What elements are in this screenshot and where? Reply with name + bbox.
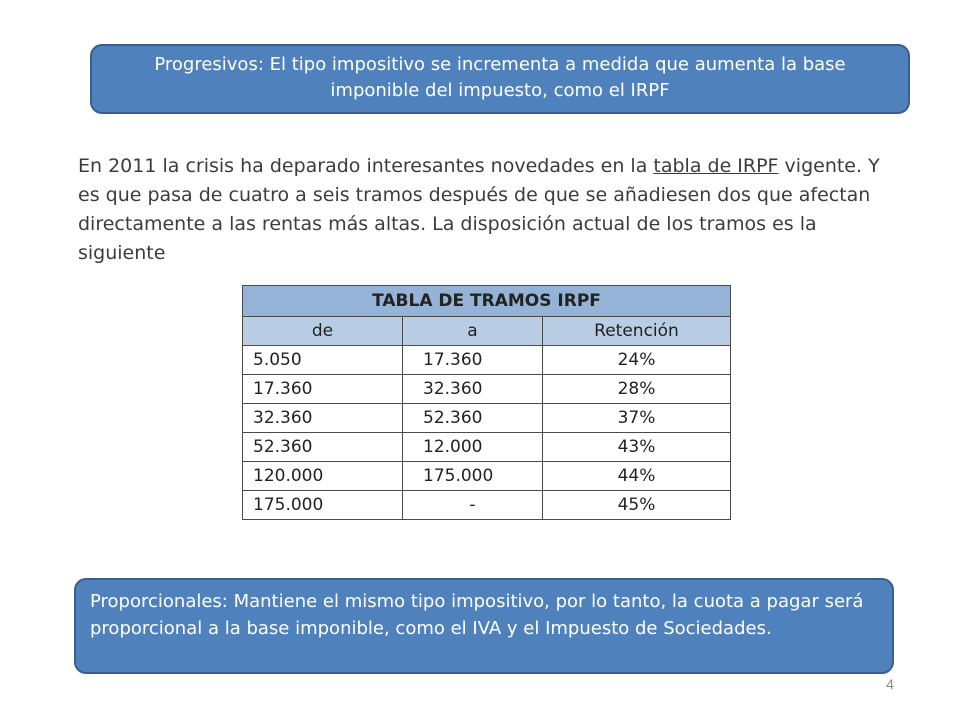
cell-de: 175.000 xyxy=(243,491,403,520)
cell-a: 12.000 xyxy=(403,433,543,462)
cell-de: 52.360 xyxy=(243,433,403,462)
cell-a: - xyxy=(403,491,543,520)
cell-a: 17.360 xyxy=(403,346,543,375)
cell-retencion: 44% xyxy=(543,462,731,491)
cell-de: 5.050 xyxy=(243,346,403,375)
cell-a: 52.360 xyxy=(403,404,543,433)
table-row xyxy=(243,491,731,520)
progresivos-text: Progresivos: El tipo impositivo se incrementa a medida que aumenta la base imponible del impuesto, como el IRPF xyxy=(154,54,846,101)
table-header-row xyxy=(243,317,731,346)
table-row xyxy=(243,462,731,491)
cell-de: 32.360 xyxy=(243,404,403,433)
table-title: TABLA DE TRAMOS IRPF xyxy=(243,286,731,317)
header-de: de xyxy=(243,317,403,346)
table-row xyxy=(243,433,731,462)
cell-retencion: 45% xyxy=(543,491,731,520)
table-title-row xyxy=(243,286,731,317)
cell-retencion: 37% xyxy=(543,404,731,433)
header-retencion: Retención xyxy=(543,317,731,346)
proporcionales-callout xyxy=(74,578,894,674)
table-row xyxy=(243,375,731,404)
cell-retencion: 24% xyxy=(543,346,731,375)
cell-retencion: 28% xyxy=(543,375,731,404)
cell-de: 17.360 xyxy=(243,375,403,404)
cell-a: 175.000 xyxy=(403,462,543,491)
page-number: 4 xyxy=(886,676,894,692)
cell-retencion: 43% xyxy=(543,433,731,462)
irpf-brackets-table xyxy=(242,285,731,520)
table-row xyxy=(243,404,731,433)
intro-text-after: vigente. Y es que pasa de cuatro a seis tramos después de que se añadiesen dos que afectan directamente a las rentas más altas. La disposición actual de los tramos es la siguiente xyxy=(78,155,880,264)
table-row xyxy=(243,346,731,375)
cell-a: 32.360 xyxy=(403,375,543,404)
header-a: a xyxy=(403,317,543,346)
cell-de: 120.000 xyxy=(243,462,403,491)
proporcionales-text: Proporcionales: Mantiene el mismo tipo impositivo, por lo tanto, la cuota a pagar será proporcional a la base imponible, como el IVA y el Impuesto de Sociedades. xyxy=(90,591,864,639)
intro-text-before: En 2011 la crisis ha deparado interesantes novedades en la xyxy=(78,155,654,177)
intro-paragraph xyxy=(78,152,888,268)
tabla-irpf-link[interactable]: tabla de IRPF xyxy=(653,155,779,177)
progresivos-callout xyxy=(90,44,910,114)
